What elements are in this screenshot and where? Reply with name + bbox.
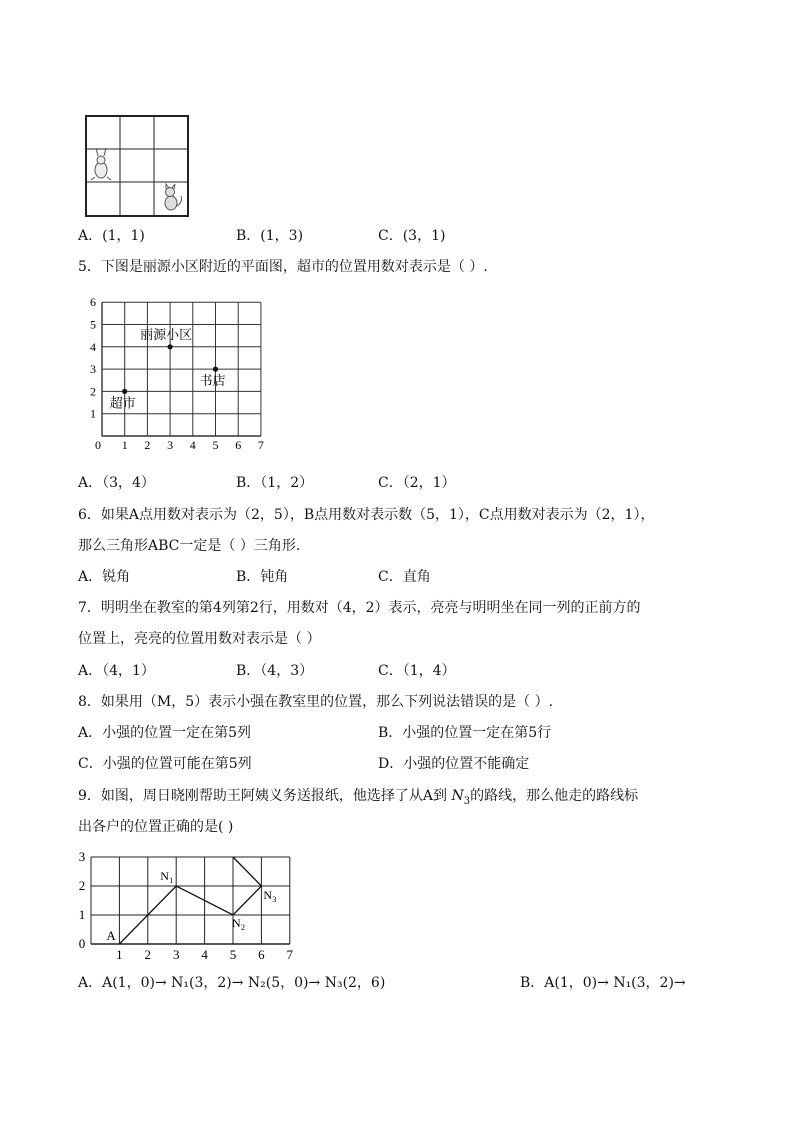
cat-icon: [165, 184, 182, 210]
map-point-community: [168, 344, 173, 349]
x-tick-label: 5: [212, 438, 219, 452]
y-tick-label: 3: [78, 849, 86, 864]
x-tick-label: 2: [144, 438, 151, 452]
q5-option-a[interactable]: A．（3，4）: [78, 475, 155, 491]
q9-option-a[interactable]: A．A(1，0)→ N₁(3，2)→ N₂(5，0)→ N₃(2，6): [78, 975, 386, 991]
origin-label: 0: [78, 936, 86, 951]
q6-option-c[interactable]: C．直角: [378, 569, 431, 585]
q4-option-a[interactable]: A．(1，1): [78, 228, 145, 244]
point-label-n3: N: [263, 888, 273, 902]
y-tick-label: 4: [90, 339, 96, 354]
point-label-n2: N: [232, 916, 241, 930]
x-tick-label: 1: [116, 947, 123, 960]
point-label-n3-sub: 3: [272, 895, 277, 904]
x-tick-label: 4: [189, 438, 196, 452]
q4-grid-figure: [84, 114, 190, 218]
q8-option-b[interactable]: B．小强的位置一定在第5行: [378, 725, 552, 741]
point-label-n1-sub: 1: [169, 876, 174, 885]
x-tick-label: 2: [144, 947, 152, 960]
point-label-a: A: [106, 928, 116, 943]
point-label-n2-sub: 2: [241, 923, 245, 932]
x-tick-label: 7: [257, 438, 264, 452]
q5-stem: 5．下图是丽源小区附近的平面图，超市的位置用数对表示是（ ）.: [78, 259, 488, 275]
map-label-community: 丽源小区: [140, 327, 193, 343]
x-tick-label: 0: [95, 438, 101, 452]
q6-line2: 那么三角形ABC一定是（ ）三角形.: [78, 538, 301, 554]
q4-option-c[interactable]: C．(3，1): [378, 228, 446, 244]
x-tick-label: 5: [229, 947, 237, 960]
map-label-market: 超市: [109, 396, 136, 412]
q8-option-c[interactable]: C．小强的位置可能在第5列: [78, 756, 252, 772]
q7-line2: 位置上，亮亮的位置用数对表示是（ ）: [78, 631, 321, 647]
y-tick-label: 2: [78, 878, 86, 893]
q9-line2: 出各户的位置正确的是( ): [78, 819, 234, 835]
q9-route-chart: [74, 848, 304, 960]
x-tick-label: 3: [172, 947, 180, 960]
x-tick-label: 3: [167, 438, 174, 452]
y-tick-label: 6: [90, 295, 96, 310]
y-tick-label: 1: [90, 406, 96, 421]
q8-stem: 8．如果用（M，5）表示小强在教室里的位置，那么下列说法错误的是（ ）.: [78, 694, 554, 710]
q4-option-b[interactable]: B．(1，3): [236, 228, 304, 244]
x-tick-label: 6: [258, 947, 265, 960]
q8-option-d[interactable]: D．小强的位置不能确定: [378, 756, 530, 772]
map-point-bookstore: [213, 367, 218, 372]
map-point-market: [122, 389, 127, 394]
q5-option-c[interactable]: C．（2，1）: [378, 475, 456, 491]
q6-line1: 6．如果A点用数对表示为（2，5），B点用数对表示数（5，1），C点用数对表示为（2，1），: [78, 507, 655, 523]
x-tick-label: 1: [121, 438, 128, 452]
x-tick-label: 7: [286, 947, 294, 960]
q8-option-a[interactable]: A．小强的位置一定在第5列: [78, 725, 252, 741]
q5-map: [84, 290, 274, 460]
q9-option-b[interactable]: B．A(1，0)→ N₁(3，2)→: [520, 975, 686, 991]
x-tick-label: 4: [201, 947, 208, 960]
y-tick-label: 1: [78, 907, 86, 922]
rabbit-icon: [91, 148, 111, 180]
y-tick-label: 2: [90, 384, 96, 399]
map-label-bookstore: 书店: [199, 374, 226, 390]
y-tick-label: 5: [90, 317, 96, 332]
q6-option-b[interactable]: B．钝角: [236, 569, 289, 585]
point-label-n1: N: [160, 869, 169, 883]
q7-option-c[interactable]: C．（1，4）: [378, 663, 456, 679]
q7-option-b[interactable]: B．（4，3）: [236, 663, 314, 679]
q5-option-b[interactable]: B．（1，2）: [236, 475, 314, 491]
q6-option-a[interactable]: A．锐角: [78, 569, 131, 585]
x-tick-label: 6: [235, 438, 242, 452]
y-tick-label: 3: [90, 362, 96, 377]
q9-line1: 9．如图，周日晓刚帮助王阿姨义务送报纸，他选择了从A到 $N_3$的路线，那么他走的路线标: [78, 788, 639, 807]
route-tail-line: [233, 857, 261, 886]
q7-option-a[interactable]: A．（4，1）: [78, 663, 155, 679]
q7-line1: 7．明明坐在教室的第4列第2行，用数对（4，2）表示，亮亮与明明坐在同一列的正前方的: [78, 600, 641, 616]
